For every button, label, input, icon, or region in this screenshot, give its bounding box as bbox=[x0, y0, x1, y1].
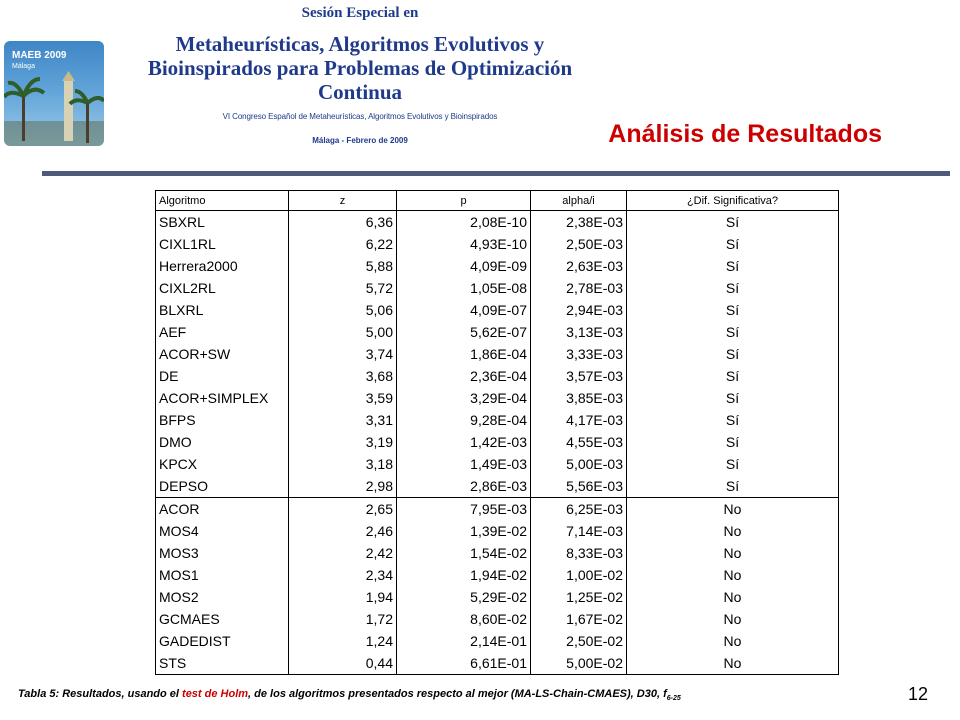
cell-p: 1,49E-03 bbox=[397, 453, 531, 475]
cell-z: 5,72 bbox=[289, 277, 397, 299]
table-row bbox=[156, 255, 839, 277]
cell-significance: Sí bbox=[627, 365, 839, 387]
cell-p: 1,54E-02 bbox=[397, 542, 531, 564]
cell-algoritmo: GADEDIST bbox=[156, 630, 289, 652]
caption-subscript: 6-25 bbox=[666, 695, 681, 703]
cell-significance: No bbox=[627, 520, 839, 542]
table-row bbox=[156, 586, 839, 608]
table-row bbox=[156, 453, 839, 475]
cell-z: 3,59 bbox=[289, 387, 397, 409]
cell-algoritmo: Herrera2000 bbox=[156, 255, 289, 277]
cell-alpha: 8,33E-03 bbox=[531, 542, 627, 564]
cell-alpha: 7,14E-03 bbox=[531, 520, 627, 542]
cell-z: 2,98 bbox=[289, 475, 397, 498]
table-row bbox=[156, 608, 839, 630]
cell-z: 0,44 bbox=[289, 652, 397, 675]
cell-algoritmo: BFPS bbox=[156, 409, 289, 431]
table-row bbox=[156, 498, 839, 521]
cell-p: 8,60E-02 bbox=[397, 608, 531, 630]
table-row bbox=[156, 520, 839, 542]
cell-algoritmo: CIXL1RL bbox=[156, 233, 289, 255]
cell-algoritmo: GCMAES bbox=[156, 608, 289, 630]
cell-alpha: 2,50E-03 bbox=[531, 233, 627, 255]
cell-alpha: 2,63E-03 bbox=[531, 255, 627, 277]
cell-p: 2,08E-10 bbox=[397, 211, 531, 234]
table-row bbox=[156, 343, 839, 365]
cell-algoritmo: ACOR+SW bbox=[156, 343, 289, 365]
table-row bbox=[156, 233, 839, 255]
cell-alpha: 3,13E-03 bbox=[531, 321, 627, 343]
cell-algoritmo: KPCX bbox=[156, 453, 289, 475]
cell-algoritmo: CIXL2RL bbox=[156, 277, 289, 299]
cell-significance: Sí bbox=[627, 299, 839, 321]
cell-p: 4,09E-07 bbox=[397, 299, 531, 321]
cell-alpha: 4,55E-03 bbox=[531, 431, 627, 453]
cell-alpha: 3,57E-03 bbox=[531, 365, 627, 387]
cell-p: 1,94E-02 bbox=[397, 564, 531, 586]
cell-algoritmo: STS bbox=[156, 652, 289, 675]
cell-significance: Sí bbox=[627, 321, 839, 343]
caption-text: Tabla 5: Resultados, usando el bbox=[18, 688, 183, 700]
cell-alpha: 1,25E-02 bbox=[531, 586, 627, 608]
maeb-logo bbox=[4, 41, 104, 146]
cell-alpha: 6,25E-03 bbox=[531, 498, 627, 521]
cell-algoritmo: AEF bbox=[156, 321, 289, 343]
cell-significance: No bbox=[627, 586, 839, 608]
cell-algoritmo: DE bbox=[156, 365, 289, 387]
page-number: 12 bbox=[907, 684, 928, 704]
results-table bbox=[155, 190, 839, 675]
cell-z: 5,88 bbox=[289, 255, 397, 277]
table-row bbox=[156, 564, 839, 586]
cell-p: 6,61E-01 bbox=[397, 652, 531, 675]
cell-p: 4,09E-09 bbox=[397, 255, 531, 277]
cell-significance: Sí bbox=[627, 475, 839, 498]
caption-highlight: test de Holm bbox=[182, 688, 249, 700]
cell-z: 5,00 bbox=[289, 321, 397, 343]
cell-significance: Sí bbox=[627, 233, 839, 255]
cell-z: 6,22 bbox=[289, 233, 397, 255]
cell-z: 3,31 bbox=[289, 409, 397, 431]
cell-alpha: 2,38E-03 bbox=[531, 211, 627, 234]
cell-algoritmo: BLXRL bbox=[156, 299, 289, 321]
column-header-alpha: alpha/i bbox=[531, 191, 627, 211]
cell-z: 2,65 bbox=[289, 498, 397, 521]
cell-p: 9,28E-04 bbox=[397, 409, 531, 431]
cell-p: 1,05E-08 bbox=[397, 277, 531, 299]
cell-significance: No bbox=[627, 608, 839, 630]
table-row bbox=[156, 365, 839, 387]
cell-significance: No bbox=[627, 652, 839, 675]
cell-algoritmo: DEPSO bbox=[156, 475, 289, 498]
table-row bbox=[156, 542, 839, 564]
table-caption bbox=[18, 688, 878, 702]
table-row bbox=[156, 277, 839, 299]
cell-significance: Sí bbox=[627, 431, 839, 453]
cell-alpha: 2,50E-02 bbox=[531, 630, 627, 652]
cell-z: 2,34 bbox=[289, 564, 397, 586]
logo-title: MAEB 2009 bbox=[12, 50, 67, 61]
cell-algoritmo: ACOR bbox=[156, 498, 289, 521]
conference-title-line: Metaheurísticas, Algoritmos Evolutivos y bbox=[175, 32, 545, 56]
cell-z: 1,94 bbox=[289, 586, 397, 608]
column-header-z: z bbox=[289, 191, 397, 211]
session-heading: Sesión Especial en bbox=[301, 5, 419, 21]
cell-significance: No bbox=[627, 542, 839, 564]
cell-z: 6,36 bbox=[289, 211, 397, 234]
cell-p: 1,42E-03 bbox=[397, 431, 531, 453]
column-header-p: p bbox=[397, 191, 531, 211]
cell-significance: No bbox=[627, 498, 839, 521]
cell-z: 5,06 bbox=[289, 299, 397, 321]
column-header-algoritmo: Algoritmo bbox=[156, 191, 289, 211]
cell-p: 3,29E-04 bbox=[397, 387, 531, 409]
cell-algoritmo: MOS2 bbox=[156, 586, 289, 608]
table-row bbox=[156, 387, 839, 409]
cell-significance: No bbox=[627, 564, 839, 586]
header-divider bbox=[42, 171, 950, 176]
cell-alpha: 4,17E-03 bbox=[531, 409, 627, 431]
cell-p: 1,86E-04 bbox=[397, 343, 531, 365]
cell-significance: Sí bbox=[627, 255, 839, 277]
cell-algoritmo: MOS1 bbox=[156, 564, 289, 586]
conference-title bbox=[110, 32, 610, 104]
cell-significance: Sí bbox=[627, 409, 839, 431]
conference-title-line: Continua bbox=[317, 80, 403, 104]
slide-title: Análisis de Resultados bbox=[608, 120, 882, 148]
column-header-significance: ¿Dif. Significativa? bbox=[627, 191, 839, 211]
cell-p: 4,93E-10 bbox=[397, 233, 531, 255]
cell-z: 3,74 bbox=[289, 343, 397, 365]
cell-alpha: 3,85E-03 bbox=[531, 387, 627, 409]
cell-algoritmo: MOS3 bbox=[156, 542, 289, 564]
table-row bbox=[156, 431, 839, 453]
cell-alpha: 2,78E-03 bbox=[531, 277, 627, 299]
cell-alpha: 1,67E-02 bbox=[531, 608, 627, 630]
cell-p: 1,39E-02 bbox=[397, 520, 531, 542]
cell-significance: No bbox=[627, 630, 839, 652]
caption-text-end: , de los algoritmos presentados respecto al mejor (MA-LS-Chain-CMAES), D30, f bbox=[248, 688, 667, 700]
table-row bbox=[156, 321, 839, 343]
cell-alpha: 3,33E-03 bbox=[531, 343, 627, 365]
cell-alpha: 5,00E-02 bbox=[531, 652, 627, 675]
cell-algoritmo: MOS4 bbox=[156, 520, 289, 542]
cell-p: 2,14E-01 bbox=[397, 630, 531, 652]
cell-z: 2,46 bbox=[289, 520, 397, 542]
table-row bbox=[156, 630, 839, 652]
cell-p: 7,95E-03 bbox=[397, 498, 531, 521]
conference-title-line: Bioinspirados para Problemas de Optimización bbox=[147, 56, 573, 80]
cell-p: 5,29E-02 bbox=[397, 586, 531, 608]
cell-alpha: 1,00E-02 bbox=[531, 564, 627, 586]
cell-significance: Sí bbox=[627, 277, 839, 299]
cell-z: 3,68 bbox=[289, 365, 397, 387]
cell-algoritmo: ACOR+SIMPLEX bbox=[156, 387, 289, 409]
cell-p: 5,62E-07 bbox=[397, 321, 531, 343]
cell-z: 3,18 bbox=[289, 453, 397, 475]
cell-alpha: 2,94E-03 bbox=[531, 299, 627, 321]
cell-p: 2,36E-04 bbox=[397, 365, 531, 387]
cell-alpha: 5,00E-03 bbox=[531, 453, 627, 475]
table-row bbox=[156, 211, 839, 234]
table-row bbox=[156, 652, 839, 675]
cell-z: 2,42 bbox=[289, 542, 397, 564]
cell-alpha: 5,56E-03 bbox=[531, 475, 627, 498]
cell-significance: Sí bbox=[627, 343, 839, 365]
table-header-row bbox=[156, 191, 839, 211]
cell-z: 1,24 bbox=[289, 630, 397, 652]
cell-p: 2,86E-03 bbox=[397, 475, 531, 498]
cell-z: 3,19 bbox=[289, 431, 397, 453]
table-row bbox=[156, 475, 839, 498]
congress-name: VI Congreso Español de Metaheurísticas, Algoritmos Evolutivos y Bioinspirados bbox=[222, 112, 498, 121]
cell-z: 1,72 bbox=[289, 608, 397, 630]
table-row bbox=[156, 409, 839, 431]
logo-subtitle: Málaga bbox=[12, 63, 35, 70]
cell-algoritmo: DMO bbox=[156, 431, 289, 453]
table-row bbox=[156, 299, 839, 321]
cell-significance: Sí bbox=[627, 387, 839, 409]
cell-algoritmo: SBXRL bbox=[156, 211, 289, 234]
cell-significance: Sí bbox=[627, 211, 839, 234]
place-date: Málaga - Febrero de 2009 bbox=[312, 136, 408, 145]
cell-significance: Sí bbox=[627, 453, 839, 475]
